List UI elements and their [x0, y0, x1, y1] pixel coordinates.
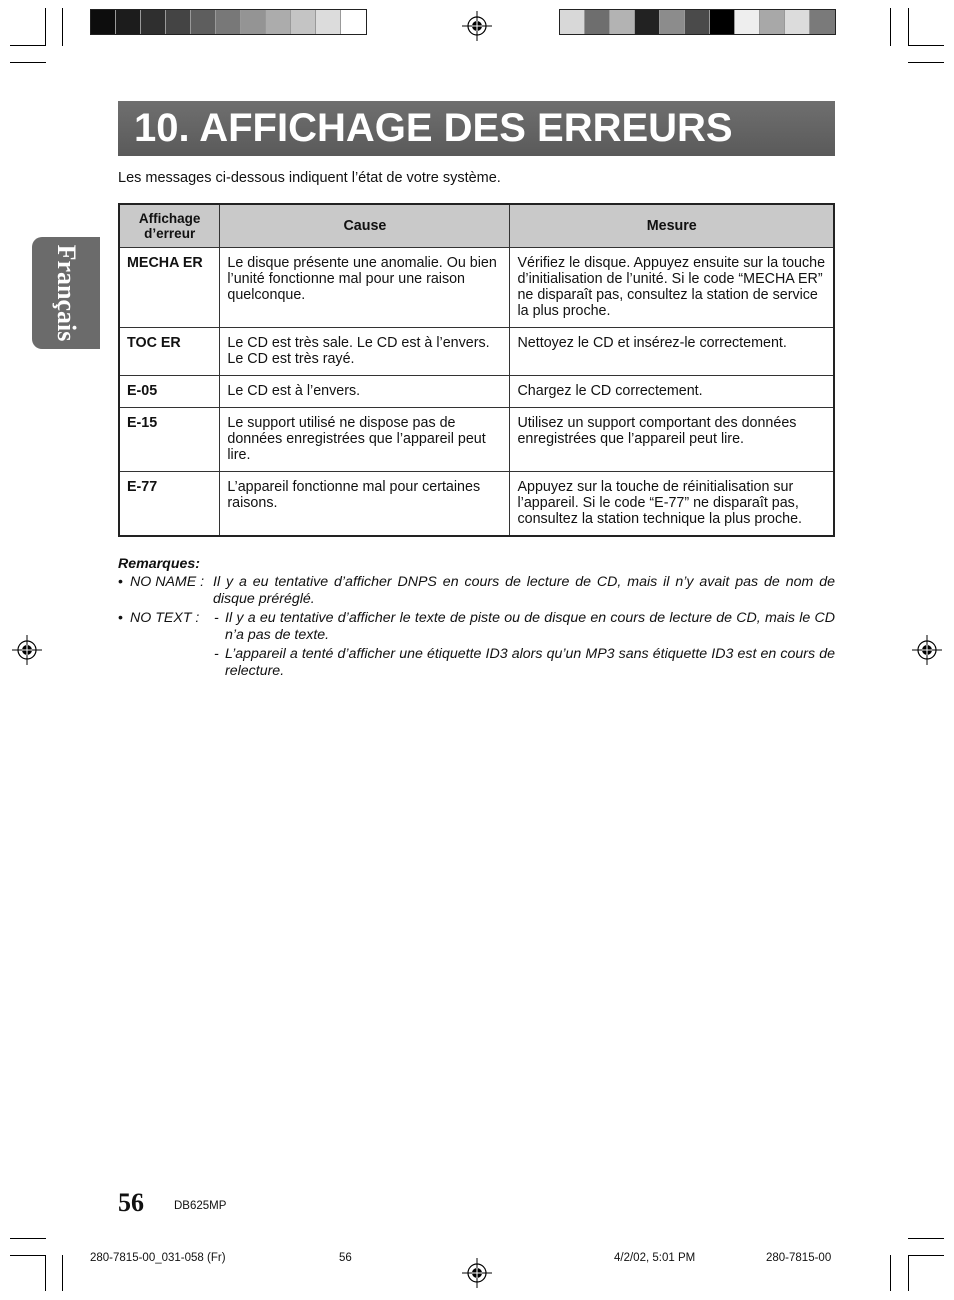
- error-cause: Le disque présente une anomalie. Ou bien l’unité fonctionne mal pour une raison quelconque.: [220, 248, 510, 328]
- remark-no-text-item: Il y a eu tentative d’afficher le texte de piste ou de disque en cours de lecture de CD, mais le CD n’a pas de texte.: [225, 609, 835, 643]
- header-error-display: [119, 204, 220, 248]
- error-cause: Le CD est très sale. Le CD est à l’envers. Le CD est très rayé.: [220, 328, 510, 376]
- error-code: MECHA ER: [119, 248, 220, 328]
- header-measure: Mesure: [510, 204, 834, 248]
- error-code: E-15: [119, 408, 220, 472]
- registration-mark-top-icon: [462, 11, 492, 41]
- color-swatch: [810, 10, 835, 34]
- color-swatch: [660, 10, 685, 34]
- color-swatch: [341, 10, 366, 34]
- footer-page: 56: [339, 1252, 352, 1264]
- remarks-section: [118, 556, 835, 681]
- error-measure: Nettoyez le CD et insérez-le correctement.: [510, 328, 834, 376]
- error-cause: Le CD est à l’envers.: [220, 376, 510, 408]
- error-measure: Chargez le CD correctement.: [510, 376, 834, 408]
- color-swatch: [610, 10, 635, 34]
- table-row: [119, 248, 834, 328]
- language-tab: [32, 237, 100, 349]
- color-swatch: [116, 10, 141, 34]
- error-measure: Vérifiez le disque. Appuyez ensuite sur la touche d’initialisation de l’unité. Si le code “MECHA ER” ne disparaît pas, consultez la station de service la plus proche.: [510, 248, 834, 328]
- color-swatch: [760, 10, 785, 34]
- registration-mark-bottom-icon: [462, 1258, 492, 1288]
- error-code: E-77: [119, 472, 220, 537]
- color-swatch: [191, 10, 216, 34]
- table-row: [119, 328, 834, 376]
- table-row: [119, 408, 834, 472]
- registration-mark-left-icon: [12, 635, 42, 665]
- color-swatch: [710, 10, 735, 34]
- table-row: [119, 472, 834, 537]
- error-table: [118, 203, 835, 537]
- color-swatch-strip-right: [559, 9, 836, 35]
- footer-code: 280-7815-00: [766, 1252, 832, 1264]
- language-tab-label: Français: [52, 244, 81, 342]
- color-swatch: [735, 10, 760, 34]
- remark-no-name-text: Il y a eu tentative d’afficher DNPS en cours de lecture de CD, mais il n’y avait pas de nom de disque préréglé.: [213, 573, 835, 607]
- intro-text: Les messages ci-dessous indiquent l’état de votre système.: [118, 170, 501, 186]
- page-title: 10. AFFICHAGE DES ERREURS: [118, 101, 835, 156]
- page-number: 56: [118, 1188, 144, 1217]
- remark-no-text-item: L’appareil a tenté d’afficher une étiquette ID3 alors qu’un MP3 sans étiquette ID3 est en cours de relecture.: [225, 645, 835, 679]
- error-code: E-05: [119, 376, 220, 408]
- model-code: DB625MP: [174, 1200, 227, 1212]
- color-swatch: [241, 10, 266, 34]
- header-error-display-label: Affichage d’erreur: [138, 211, 201, 241]
- color-swatch: [685, 10, 710, 34]
- color-swatch: [166, 10, 191, 34]
- color-swatch-strip-left: [90, 9, 367, 35]
- color-swatch: [91, 10, 116, 34]
- color-swatch: [266, 10, 291, 34]
- error-cause: Le support utilisé ne dispose pas de données enregistrées que l’appareil peut lire.: [220, 408, 510, 472]
- color-swatch: [785, 10, 810, 34]
- table-header-row: [119, 204, 834, 248]
- table-row: [119, 376, 834, 408]
- remark-no-name: • NO NAME : Il y a eu tentative d’afficher DNPS en cours de lecture de CD, mais il n’y avait pas de nom de disque préréglé.: [118, 573, 835, 607]
- remarks-heading: Remarques:: [118, 556, 201, 572]
- error-cause: L’appareil fonctionne mal pour certaines raisons.: [220, 472, 510, 537]
- registration-mark-right-icon: [912, 635, 942, 665]
- color-swatch: [560, 10, 585, 34]
- remark-no-text-item-2: - L’appareil a tenté d’afficher une étiquette ID3 alors qu’un MP3 sans étiquette ID3 est en cours de relecture.: [214, 645, 835, 679]
- header-cause: Cause: [220, 204, 510, 248]
- color-swatch: [141, 10, 166, 34]
- color-swatch: [291, 10, 316, 34]
- color-swatch: [585, 10, 610, 34]
- color-swatch: [635, 10, 660, 34]
- color-swatch: [216, 10, 241, 34]
- error-measure: Utilisez un support comportant des données enregistrées que l’appareil peut lire.: [510, 408, 834, 472]
- error-code: TOC ER: [119, 328, 220, 376]
- footer-date: 4/2/02, 5:01 PM: [614, 1252, 696, 1264]
- remark-no-name-label: NO NAME :: [130, 573, 205, 590]
- remark-no-text: • NO TEXT : - Il y a eu tentative d’afficher le texte de piste ou de disque en cours de lecture de CD, mais le CD n’a pas de texte.: [118, 609, 835, 643]
- color-swatch: [316, 10, 341, 34]
- remark-no-text-label: NO TEXT :: [130, 609, 200, 626]
- footer-file-name: 280-7815-00_031-058 (Fr): [90, 1252, 226, 1264]
- error-measure: Appuyez sur la touche de réinitialisation sur l’appareil. Si le code “E-77” ne disparaît pas, consultez la station technique la plus proche.: [510, 472, 834, 537]
